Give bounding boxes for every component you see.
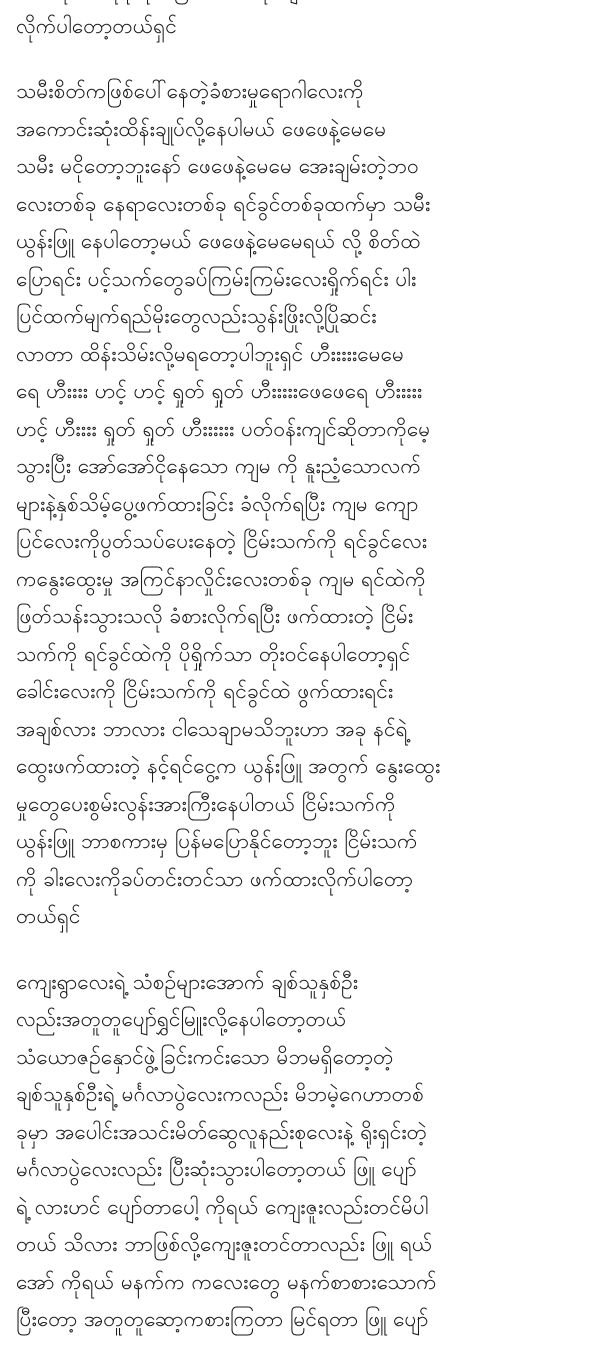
paragraph-line	[16, 0, 598, 8]
paragraph-line: ထွေးဖက်ထားတဲ့ နင့်ရင်ငွေ့က ယွန်းဖြူ အတွက် နွေးထွေး	[16, 754, 441, 778]
paragraph-line: အကောင်းဆုံးထိန်းချုပ်လို့နေပါမယ် ဖေဖေနဲ့မေမေ	[16, 116, 387, 141]
paragraph-line: လိုက်ပါတော့တယ်ရှင်	[16, 13, 177, 38]
paragraph-line: တယ် သိလား ဘာဖြစ်လို့ကျေးဇူးတင်တာလည်း ဖြူ ရယ်	[16, 1232, 433, 1256]
paragraph-line: များနဲ့နှစ်သိမ့်ပွေ့ဖက်ထားခြင်း ခံလိုက်ရပြီး ကျမ ကျော	[16, 491, 419, 516]
article-body	[16, 0, 598, 1367]
paragraph-line: ခုမှာ အပေါင်းအသင်းမိတ်ဆွေလူနည်းစုလေးနဲ့ ရိုးရှင်းတဲ့	[16, 1119, 428, 1144]
paragraph-line: သမီးစိတ်ကဖြစ်ပေါ်နေတဲ့ခံစားမှုရောဂါလေးကို	[16, 79, 364, 103]
paragraph-line: ဟင့် ဟီးးးး ရှုတ် ရှုတ် ဟီးးးးးး ပတ်ဝန်းကျင်ဆိုတာကိုမေ့	[16, 416, 431, 441]
paragraph-line: ကျေးရွာလေးရဲ့ သံစဉ်များအောက် ချစ်သူနှစ်ဦး	[16, 969, 359, 994]
paragraph-line: လည်းအတူတူပျော်ရွှင်မြူးလို့နေပါတော့တယ်	[16, 1007, 347, 1031]
paragraph-line: ချစ်သူနှစ်ဦးရဲ့ မင်္ဂလာပွဲလေးကလည်း မိဘမဲ့ဂေဟာတစ်	[16, 1082, 424, 1106]
paragraph-line: ယွန်းဖြူ ဘာစကားမှ ပြန်မပြောနိုင်တော့ဘူး ငြိမ်းသက်	[16, 829, 418, 853]
paragraph-line: ခေါင်းလေးကို ငြိမ်းသက်ကို ရင်ခွင်ထဲ ဖွက်ထားရင်း	[16, 679, 394, 703]
paragraph-line: မှုတွေပေးစွမ်းလွန်းအားကြီးနေပါတယ် ငြိမ်းသက်ကို	[16, 791, 396, 816]
paragraph-line: ဖြတ်သန်းသွားသလို ခံစားလိုက်ရပြီး ဖက်ထားတဲ့ ငြိမ်း	[16, 604, 414, 628]
paragraph-line: သံယောဇဉ်နှောင်ဖွဲ့ခြင်းကင်းသော မိဘမရှိတော့တဲ့	[16, 1044, 394, 1069]
story-paragraph	[16, 73, 598, 936]
paragraph-line: ပြင်ထက်မျက်ရည်မိုးတွေလည်းသွန်းဖြိုးလို့ပြိုဆင်း	[16, 304, 377, 328]
paragraph-line: အချစ်လား ဘာလား ငါသေချာမသိဘူးဟာ အခု နင်ရဲ့	[16, 716, 408, 741]
story-paragraph	[16, 0, 598, 45]
paragraph-line: ကနွေးထွေးမှု အကြင်နာလှိုင်းလေးတစ်ခု ကျမ ရင်ထဲကို	[16, 566, 426, 591]
paragraph-line: ပြောရင်း ပင့်သက်တွေခပ်ကြမ်းကြမ်းလေးရှိုက်ရင်း ပါး	[16, 266, 417, 291]
paragraph-line: တယ်ရှင်	[16, 904, 81, 928]
paragraph-line: ပြင်လေးကိုပွတ်သပ်ပေးနေတဲ့ ငြိမ်းသက်ကို ရင်ခွင်လေး	[16, 529, 428, 553]
paragraph-line: သက်ကို ရင်ခွင်ထဲကို ပိုရှိုက်သာ တိုးဝင်နေပါတော့ရှင်	[16, 641, 411, 666]
paragraph-line: ယွန်းဖြူ နေပါတော့မယ် ဖေဖေနဲ့မေမေရယ် လို့ စိတ်ထဲ	[16, 229, 421, 253]
paragraph-line: ကို ခါးလေးကိုခပ်တင်းတင်သာ ဖက်ထားလိုက်ပါတော့	[16, 866, 414, 891]
paragraph-line: ရဲ့ လားဟင် ပျော်တာပေါ့ ကိုရယ် ကျေးဇူးလည်းတင်မိပါ	[16, 1194, 429, 1219]
paragraph-line: လာတာ ထိန်းသိမ်းလို့မရတော့ပါဘူးရှင် ဟီးးးးးမေမေ	[16, 341, 404, 366]
paragraph-line: အော် ကိုရယ် မနက်က ကလေးတွေ မနက်စာစားသောက်	[16, 1269, 437, 1294]
paragraph-line: မင်္ဂလာပွဲလေးလည်း ပြီးဆုံးသွားပါတော့တယ် ဖြူ ပျော်	[16, 1157, 417, 1181]
paragraph-line: ပြီးတော့ အတူတူဆော့ကစားကြတာ မြင်ရတာ ဖြူ ပျော်	[16, 1307, 429, 1331]
story-paragraph	[16, 964, 598, 1339]
paragraph-line: သွားပြီး အော်အော်ငိုနေသော ကျမ ကို နူးညံ့သောလက်	[16, 454, 421, 478]
paragraph-line: သမီး မငိုတော့ဘူးနော် ဖေဖေနဲ့မေမေ အေးချမ်းတဲ့ဘဝ	[16, 154, 419, 178]
paragraph-line: ရေ ဟီးးးး ဟင့် ဟင့် ရှုတ် ရှုတ် ဟီးးးးးဖေဖေရေ ဟီးးးးး	[16, 379, 423, 403]
paragraph-line: လေးတစ်ခု နေရာလေးတစ်ခု ရင်ခွင်တစ်ခုထက်မှာ သမီး	[16, 191, 431, 216]
